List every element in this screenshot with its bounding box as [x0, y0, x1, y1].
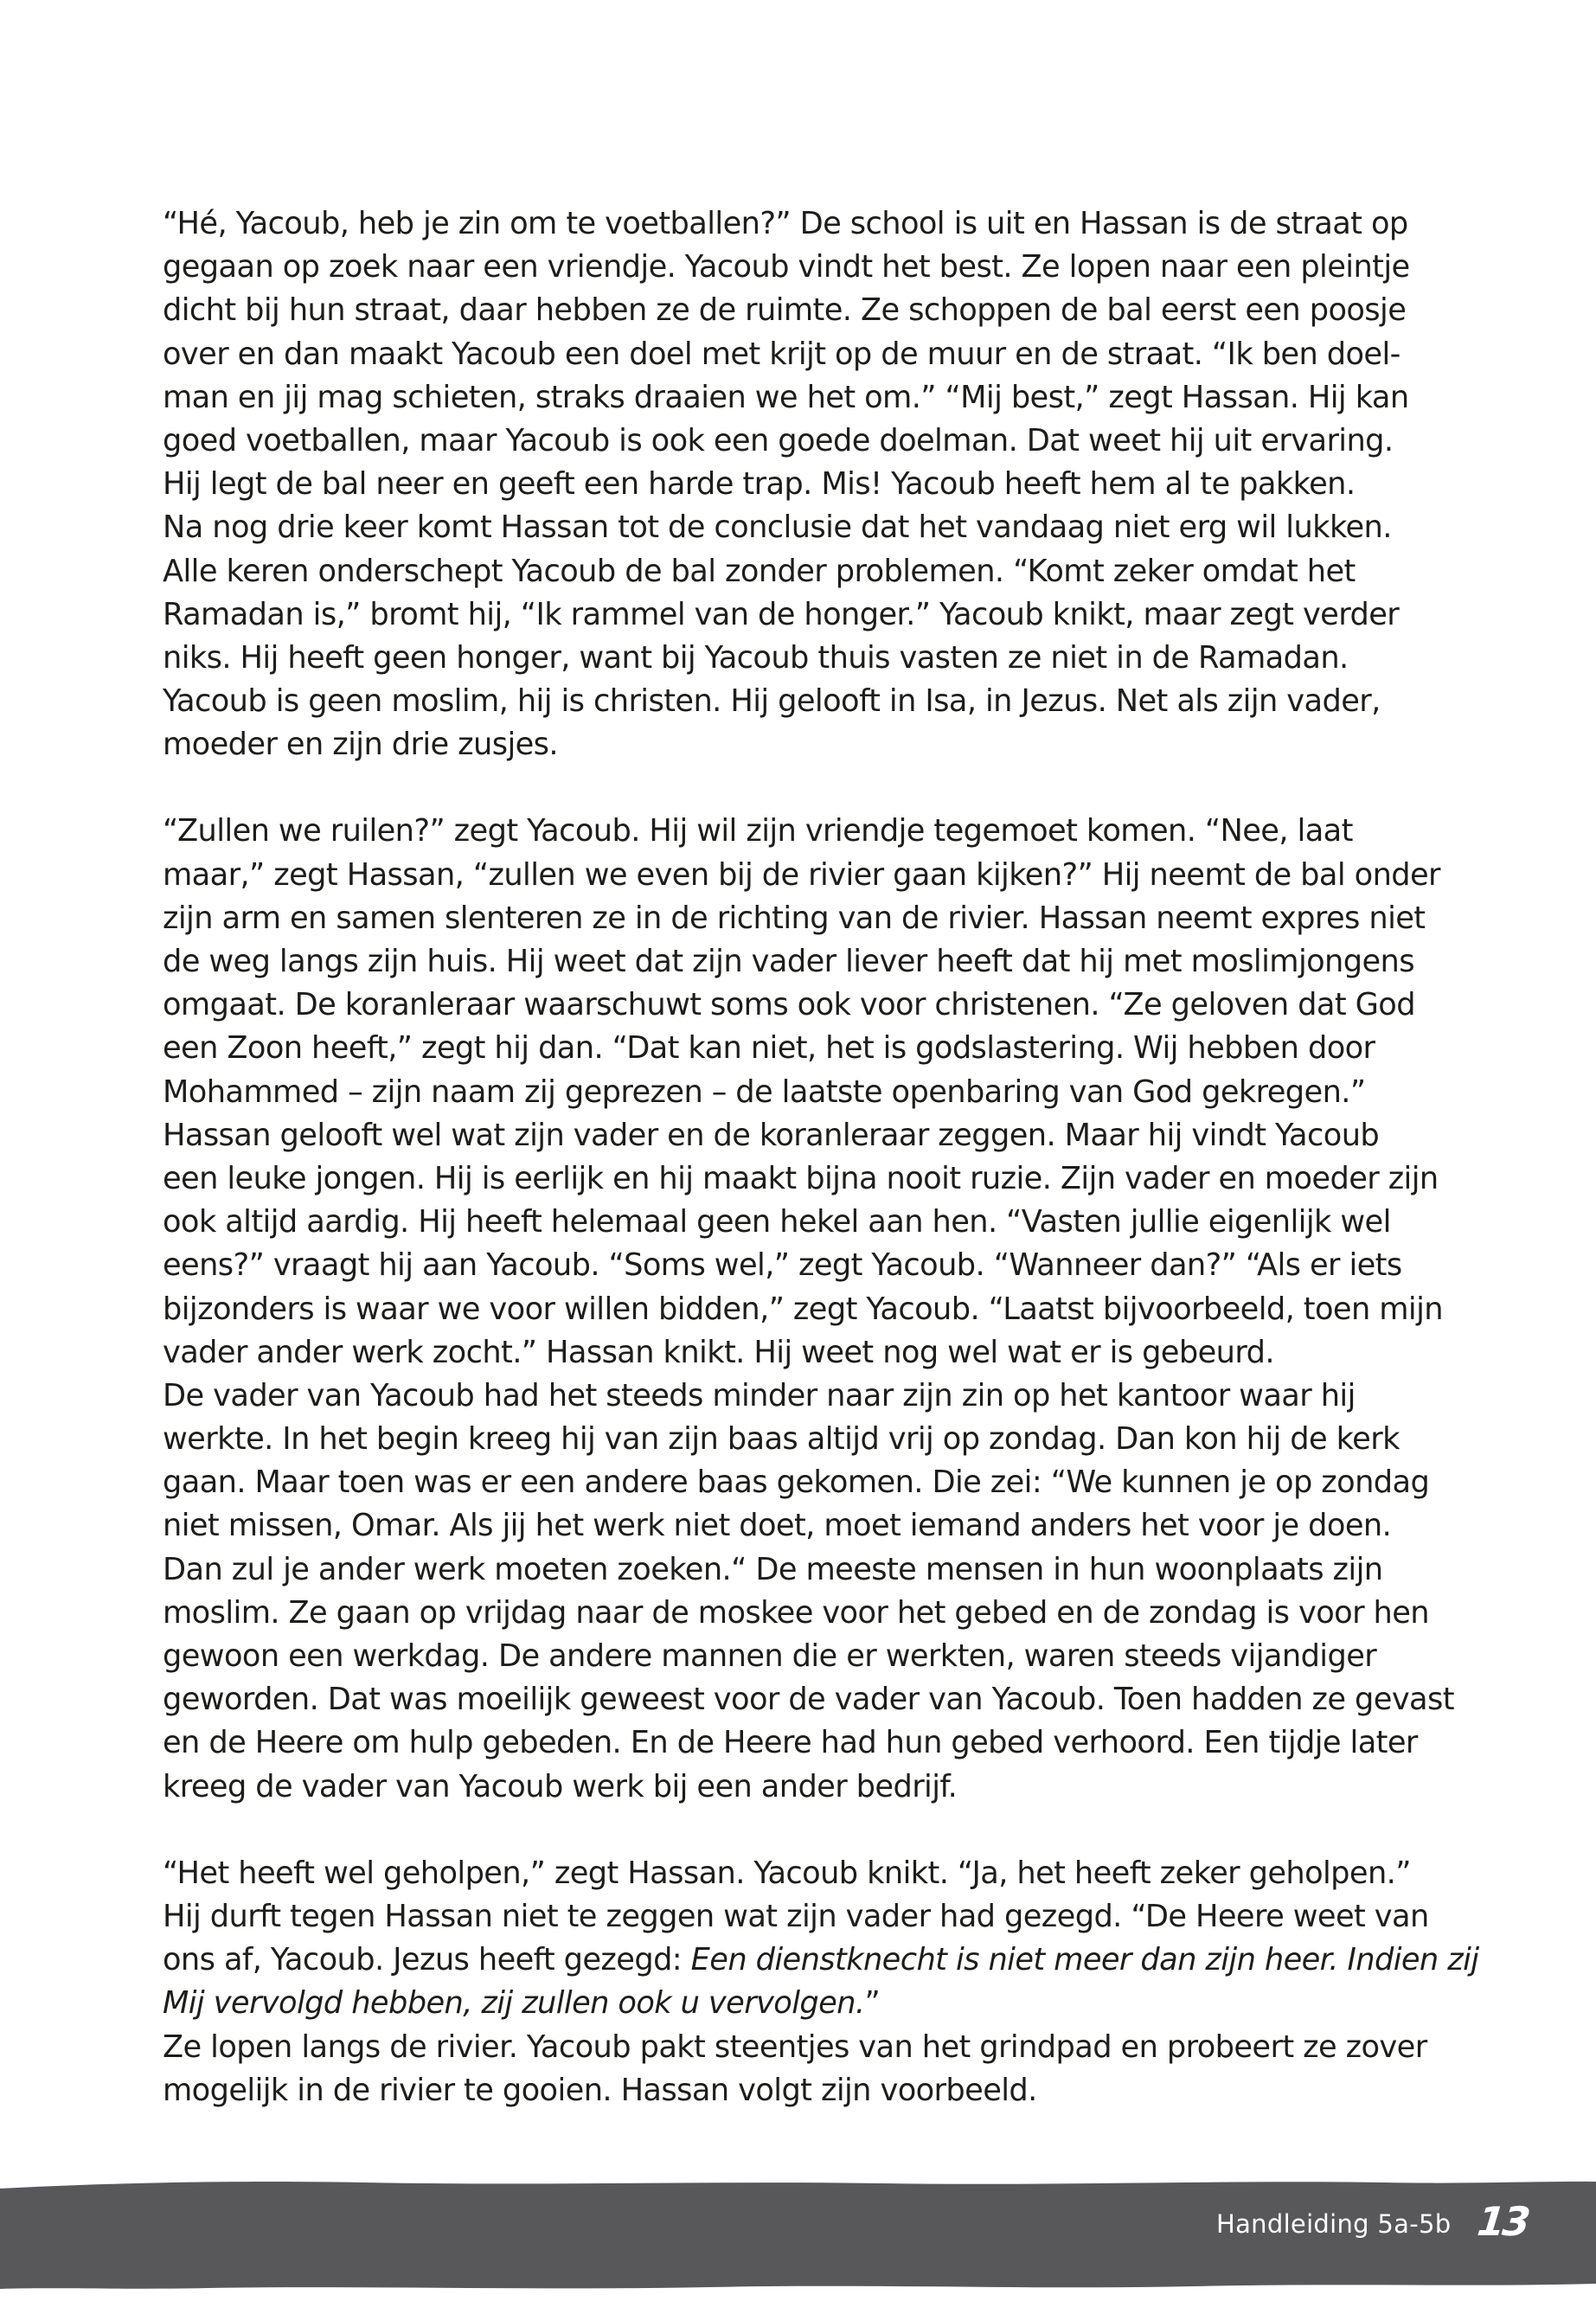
text-line: Dan zul je ander werk moeten zoeken.“ De meeste mensen in hun woonplaats zijn — [163, 1551, 1383, 1587]
footer-band — [0, 2178, 1596, 2301]
text-line: Na nog drie keer komt Hassan tot de conclusie dat het vandaag niet erg wil lukken. — [163, 510, 1392, 546]
text-line: Hassan gelooft wel wat zijn vader en de koranleraar zeggen. Maar hij vindt Yacoub — [163, 1117, 1380, 1153]
story-text — [163, 202, 1479, 2112]
text-line: Alle keren onderschept Yacoub de bal zonder problemen. “Komt zeker omdat het — [163, 553, 1356, 589]
paragraph-3 — [163, 1852, 1479, 2112]
text-line: vader ander werk zocht.” Hassan knikt. Hij weet nog wel wat er is gebeurd. — [163, 1334, 1274, 1370]
paragraph-spacer — [163, 1809, 1452, 1852]
text-line: eens?” vraagt hij aan Yacoub. “Soms wel,” zegt Yacoub. “Wanneer dan?” “Als er iets — [163, 1247, 1402, 1284]
text-line: omgaat. De koranleraar waarschuwt soms ook voor christenen. “Ze geloven dat God — [163, 987, 1415, 1023]
text-line: Yacoub is geen moslim, hij is christen. Hij gelooft in Isa, in Jezus. Net als zijn vader, — [163, 683, 1381, 720]
text-line: gaan. Maar toen was er een andere baas gekomen. Die zei: “We kunnen je op zondag — [163, 1465, 1430, 1501]
text-line: De vader van Yacoub had het steeds minder naar zijn zin op het kantoor waar hij — [163, 1377, 1356, 1413]
text-line: Hij durft tegen Hassan niet te zeggen wat zijn vader had gezegd. “De Heere weet van — [163, 1898, 1429, 1934]
text-line: moeder en zijn drie zusjes. — [163, 727, 558, 763]
text-line: en de Heere om hulp gebeden. En de Heere had hun gebed verhoord. Een tijdje later — [163, 1725, 1418, 1761]
text-line: Ramadan is,” bromt hij, “Ik rammel van de honger.” Yacoub knikt, maar zegt verder — [163, 596, 1400, 632]
paragraph-spacer — [163, 766, 1452, 810]
text-line: goed voetballen, maar Yacoub is ook een goede doelman. Dat weet hij uit ervaring. — [163, 422, 1394, 458]
text-line: “Het heeft wel geholpen,” zegt Hassan. Yacoub knikt. “Ja, het heeft zeker geholpen.” — [163, 1855, 1411, 1891]
text-line: ook altijd aardig. Hij heeft helemaal geen hekel aan hen. “Vasten jullie eigenlijk wel — [163, 1204, 1391, 1240]
page-number: 13 — [1475, 2198, 1530, 2245]
text-line: bijzonders is waar we voor willen bidden,” zegt Yacoub. “Laatst bijvoorbeeld, toen mijn — [163, 1291, 1443, 1327]
text-line: over en dan maakt Yacoub een doel met krijt op de muur en de straat. “Ik ben doel- — [163, 336, 1401, 372]
text-line: kreeg de vader van Yacoub werk bij een ander bedrijf. — [163, 1768, 958, 1804]
text-line: Mohammed – zijn naam zij geprezen – de laatste openbaring van God gekregen.” — [163, 1074, 1366, 1110]
bible-quote: Een dienstknecht is niet meer dan zijn heer. Indien zij — [690, 1942, 1479, 1978]
text-line: moslim. Ze gaan op vrijdag naar de moskee voor het gebed en de zondag is voor hen — [163, 1594, 1429, 1631]
text-line: Ze lopen langs de rivier. Yacoub pakt steentjes van het grindpad en probeert ze zover — [163, 2029, 1427, 2065]
text-line: mogelijk in de rivier te gooien. Hassan volgt zijn voorbeeld. — [163, 2072, 1037, 2108]
text-line: een leuke jongen. Hij is eerlijk en hij maakt bijna nooit ruzie. Zijn vader en moeder zijn — [163, 1160, 1439, 1196]
text-plain: ons af, Yacoub. Jezus heeft gezegd: — [163, 1942, 691, 1978]
footer-title: Handleiding 5a-5b — [1216, 2209, 1452, 2239]
text-line: maar,” zegt Hassan, “zullen we even bij de rivier gaan kijken?” Hij neemt de bal onder — [163, 856, 1440, 893]
text-line: “Hé, Yacoub, heb je zin om te voetballen?” De school is uit en Hassan is de straat op — [163, 206, 1408, 241]
footer-brush-shape — [0, 2178, 1596, 2301]
text-line: Hij legt de bal neer en geeft een harde trap. Mis! Yacoub heeft hem al te pakken. — [163, 466, 1356, 503]
text-plain: ” — [864, 1985, 881, 2022]
text-line: “Zullen we ruilen?” zegt Yacoub. Hij wil zijn vriendje tegemoet komen. “Nee, laat — [163, 813, 1353, 849]
paragraph-1 — [163, 202, 1452, 766]
text-line: niks. Hij heeft geen honger, want bij Yacoub thuis vasten ze niet in de Ramadan. — [163, 639, 1349, 676]
text-line: gewoon een werkdag. De andere mannen die er werkten, waren steeds vijandiger — [163, 1638, 1377, 1674]
text-line: dicht bij hun straat, daar hebben ze de ruimte. Ze schoppen de bal eerst een poosje — [163, 292, 1407, 329]
text-line: geworden. Dat was moeilijk geweest voor de vader van Yacoub. Toen hadden ze gevast — [163, 1682, 1454, 1718]
text-line: niet missen, Omar. Als jij het werk niet doet, moet iemand anders het voor je doen. — [163, 1508, 1392, 1544]
text-line: gegaan op zoek naar een vriendje. Yacoub vindt het best. Ze lopen naar een pleintje — [163, 249, 1410, 285]
text-line: de weg langs zijn huis. Hij weet dat zijn vader liever heeft dat hij met moslimjongens — [163, 944, 1414, 979]
bible-quote: Mij vervolgd hebben, zij zullen ook u vervolgen. — [163, 1985, 865, 2022]
text-line: werkte. In het begin kreeg hij van zijn baas altijd vrij op zondag. Dan kon hij de kerk — [163, 1421, 1400, 1458]
text-line: man en jij mag schieten, straks draaien we het om.” “Mij best,” zegt Hassan. Hij kan — [163, 379, 1409, 415]
text-line: zijn arm en samen slenteren ze in de richting van de rivier. Hassan neemt expres niet — [163, 900, 1426, 936]
paragraph-2 — [163, 810, 1452, 1808]
text-line-with-quote — [163, 1939, 1479, 1982]
text-line-with-quote — [163, 1982, 1452, 2025]
text-line: een Zoon heeft,” zegt hij dan. “Dat kan niet, het is godslastering. Wij hebben door — [163, 1030, 1375, 1067]
